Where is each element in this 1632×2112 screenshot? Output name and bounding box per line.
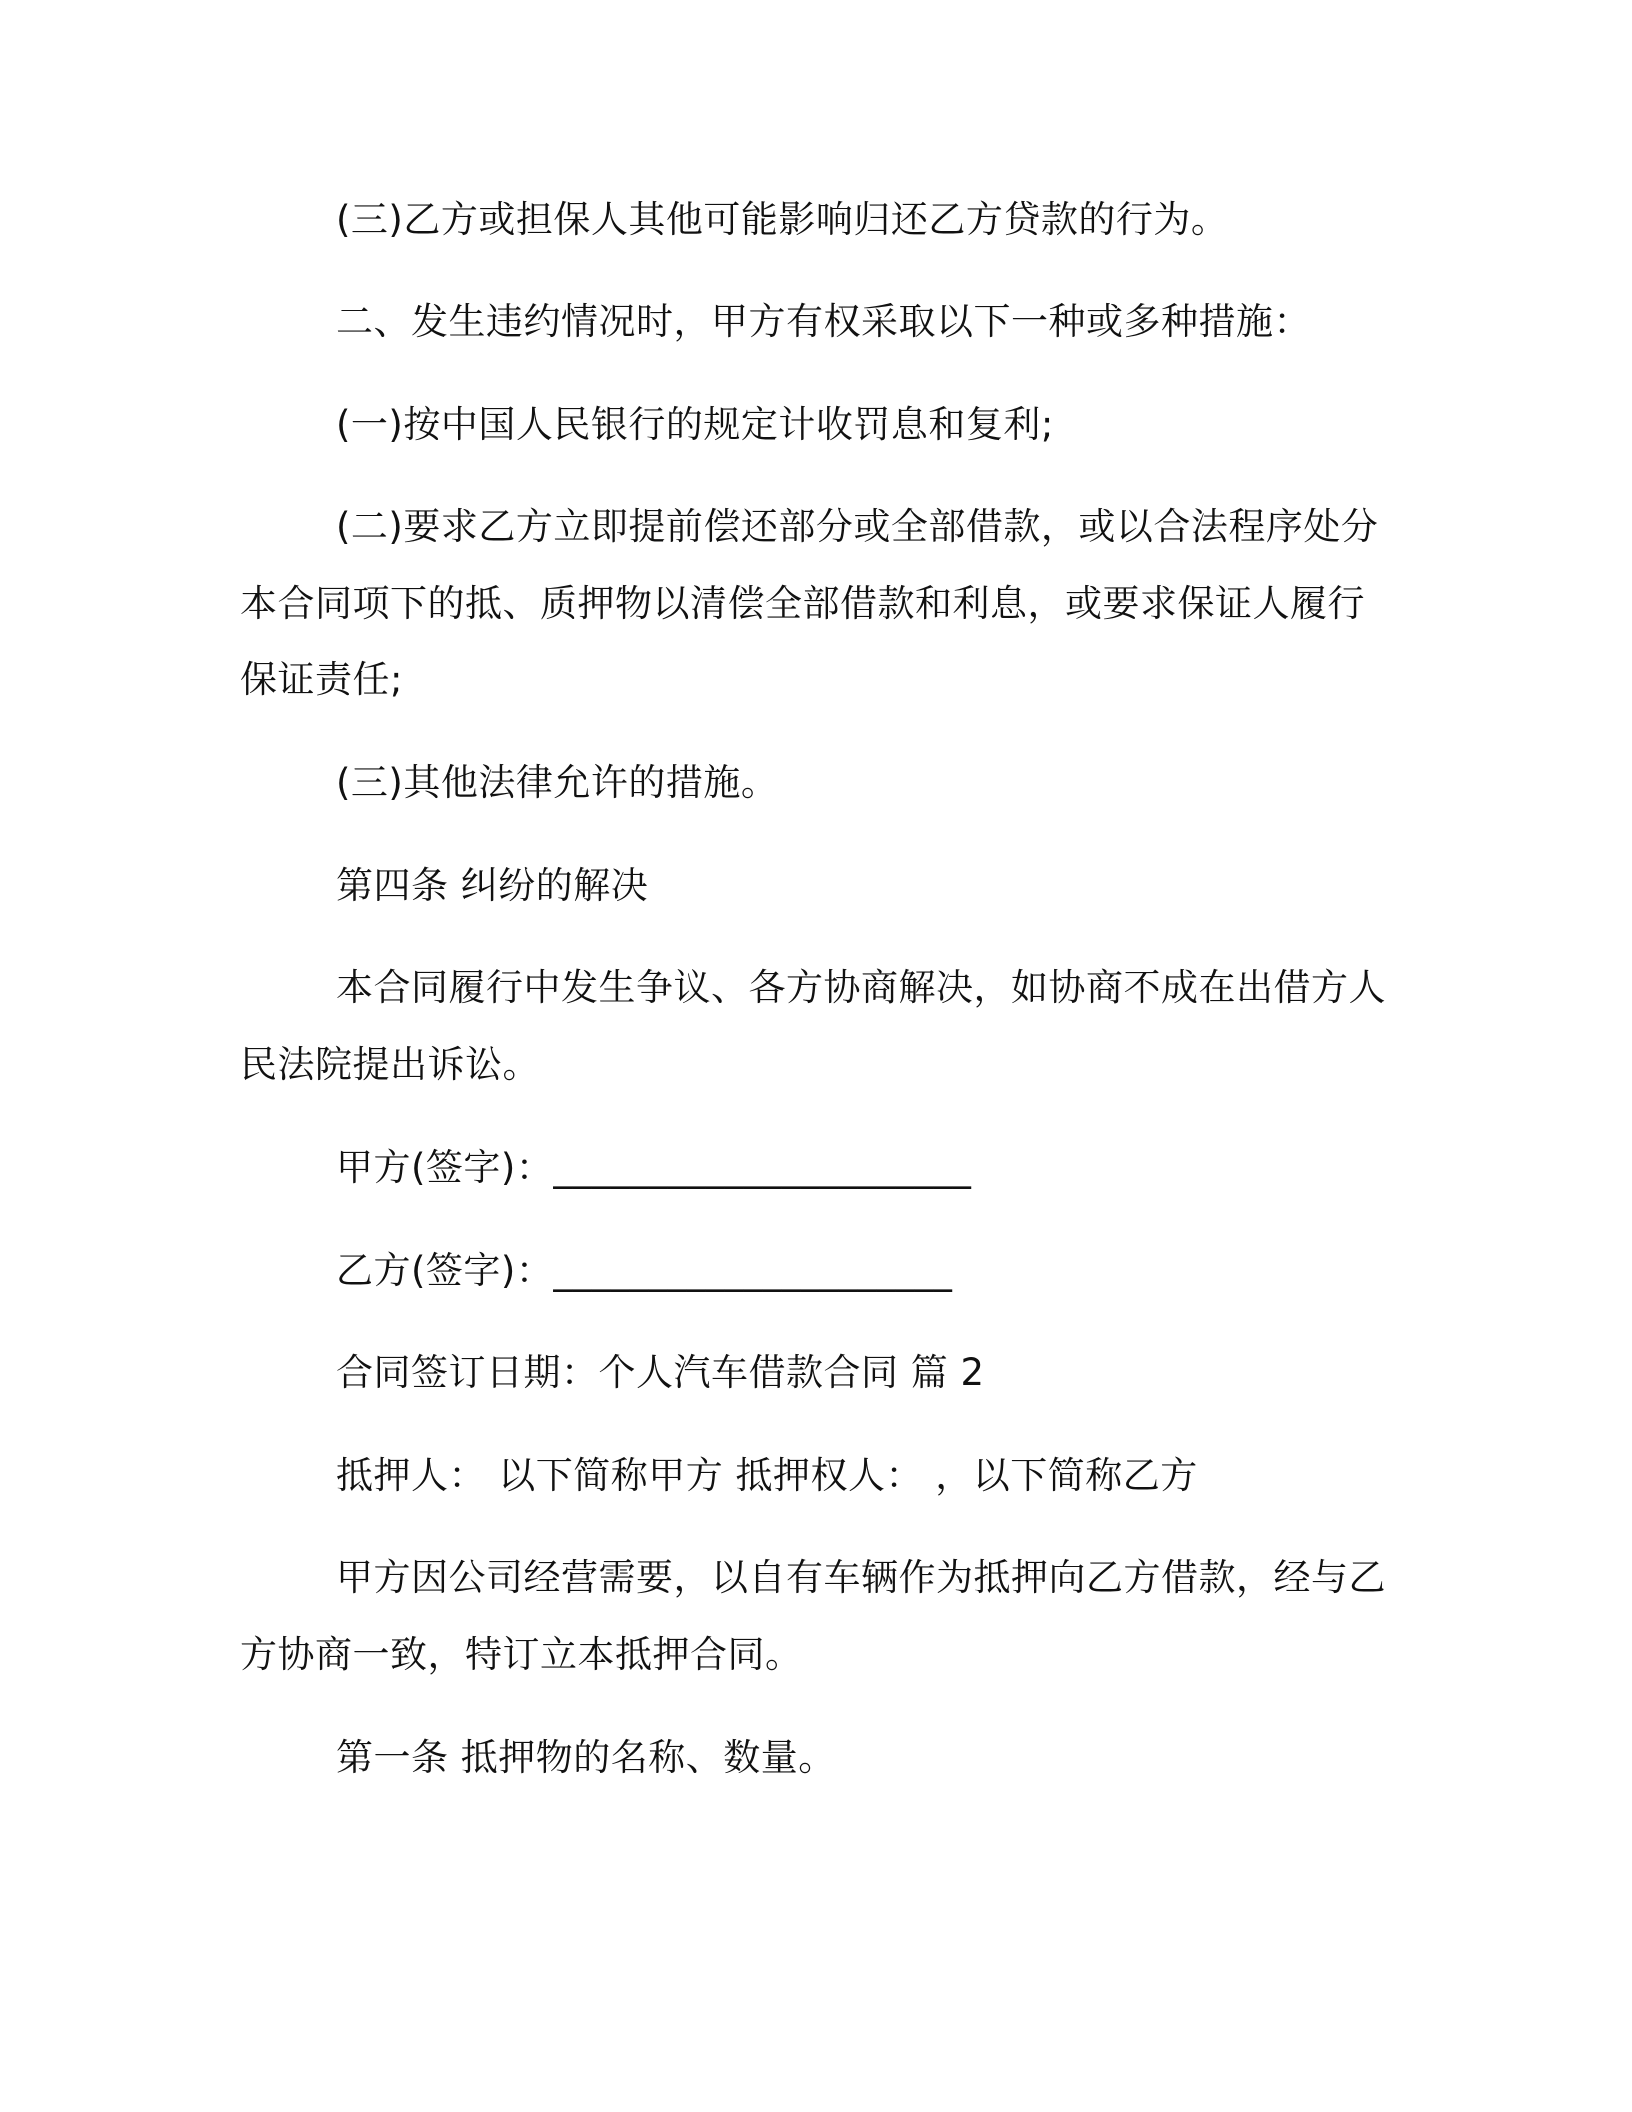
paragraph-measure-3-other: (三)其他法律允许的措施。 (336, 761, 779, 804)
paragraph-dispute-line-2: 民法院提出诉讼。 (240, 1043, 540, 1086)
paragraph-measure-2-line-2: 本合同项下的抵、质押物以清偿全部借款和利息，或要求保证人履行 (240, 582, 1365, 625)
parties-mortgagor-mortgagee: 抵押人： 以下简称甲方 抵押权人： ，以下简称乙方 (336, 1454, 1198, 1497)
paragraph-measure-2-line-3: 保证责任; (240, 658, 403, 701)
heading-article-4-disputes: 第四条 纠纷的解决 (336, 864, 649, 907)
paragraph-section-2-breach-measures: 二、发生违约情况时，甲方有权采取以下一种或多种措施： (336, 300, 1311, 343)
signature-party-b: 乙方(签字)：_____________________ (336, 1249, 953, 1292)
paragraph-purpose-line-1: 甲方因公司经营需要，以自有车辆作为抵押向乙方借款，经与乙 (336, 1556, 1386, 1599)
paragraph-purpose-line-2: 方协商一致，特订立本抵押合同。 (240, 1633, 803, 1676)
paragraph-measure-2-line-1: (二)要求乙方立即提前偿还部分或全部借款，或以合法程序处分 (336, 505, 1379, 548)
signature-party-a: 甲方(签字)：______________________ (336, 1146, 972, 1189)
paragraph-clause-3-other-behavior: (三)乙方或担保人其他可能影响归还乙方贷款的行为。 (336, 198, 1229, 241)
paragraph-measure-1-penalty-interest: (一)按中国人民银行的规定计收罚息和复利; (336, 403, 1054, 446)
heading-article-1-collateral: 第一条 抵押物的名称、数量。 (336, 1736, 836, 1779)
paragraph-dispute-line-1: 本合同履行中发生争议、各方协商解决，如协商不成在出借方人 (336, 966, 1386, 1009)
contract-date-and-title: 合同签订日期：个人汽车借款合同 篇 2 (336, 1351, 985, 1394)
